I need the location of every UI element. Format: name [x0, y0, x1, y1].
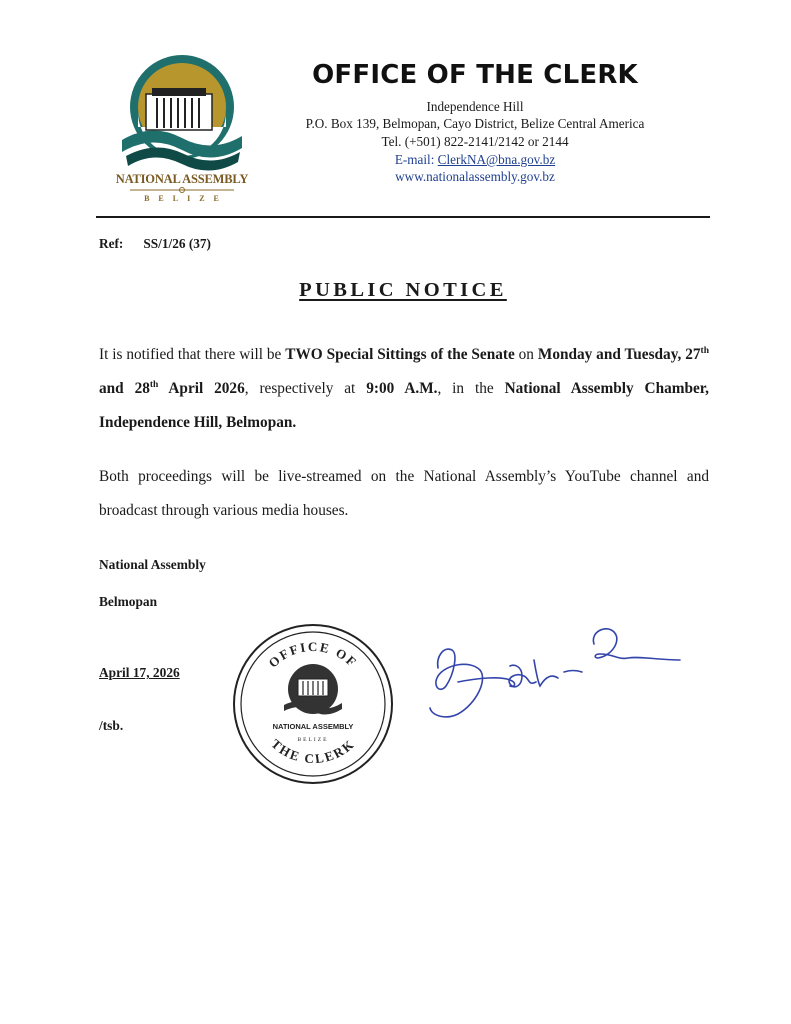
- signature-icon: [418, 616, 688, 726]
- p1-bold-1: TWO Special Sittings of the Senate: [285, 346, 515, 363]
- address-line-1: Independence Hill: [426, 99, 524, 114]
- address-line-2: P.O. Box 139, Belmopan, Cayo District, Belize Central America: [305, 116, 645, 131]
- p1-text-2: on: [514, 346, 538, 363]
- p1-text-4: , in the: [437, 380, 505, 397]
- notice-paragraph-2: Both proceedings will be live-streamed on the National Assembly’s YouTube channel and broadcast through various media houses.: [99, 468, 709, 519]
- seal-inner-name: NATIONAL ASSEMBLY: [272, 722, 354, 731]
- telephone-line: Tel. (+501) 822-2141/2142 or 2144: [381, 134, 569, 149]
- logo-sub-text: BELIZE: [144, 194, 228, 203]
- p1-text-3: , respectively at: [244, 380, 367, 397]
- notice-title-text: PUBLIC NOTICE: [299, 279, 507, 301]
- typist-initials: /tsb.: [99, 718, 124, 733]
- office-title: OFFICE OF THE CLERK: [312, 60, 638, 90]
- p1-text-1: It is notified that there will be: [99, 346, 286, 363]
- ref-label: Ref:: [99, 236, 124, 251]
- p1-bold-4: April 2026: [158, 380, 245, 397]
- seal-top-text: OFFICE OF: [265, 638, 361, 671]
- p1-bold-6: National Assembly Chamber, Independence Hill, Belmopan.: [99, 380, 709, 431]
- p1-sup-2: th: [149, 380, 159, 390]
- reference-line: [99, 236, 211, 252]
- website-link[interactable]: www.nationalassembly.gov.bz: [395, 169, 555, 184]
- office-seal-stamp: [232, 623, 394, 785]
- email-line: [275, 151, 675, 168]
- p1-bold-5: 9:00 A.M.: [366, 380, 438, 397]
- notice-date: April 17, 2026: [99, 665, 180, 680]
- p1-sup-1: th: [700, 346, 709, 356]
- notice-paragraph-1: [99, 338, 709, 440]
- notice-title: [96, 279, 710, 302]
- p1-bold-3: and 28: [99, 380, 150, 397]
- logo-name-text: NATIONAL ASSEMBLY: [115, 172, 249, 186]
- email-label: E-mail:: [394, 152, 438, 167]
- signoff-organization: National Assembly: [99, 557, 206, 572]
- seal-inner-sub: BELIZE: [297, 737, 329, 743]
- signoff-location: Belmopan: [99, 594, 158, 609]
- seal-bottom-text: THE CLERK: [268, 735, 358, 767]
- logo-ornament-icon: [130, 187, 234, 193]
- p1-bold-2: Monday and Tuesday, 27: [537, 346, 701, 363]
- header-divider: [96, 216, 710, 218]
- ref-value: SS/1/26 (37): [143, 236, 211, 251]
- email-link[interactable]: ClerkNA@bna.gov.bz: [437, 152, 556, 167]
